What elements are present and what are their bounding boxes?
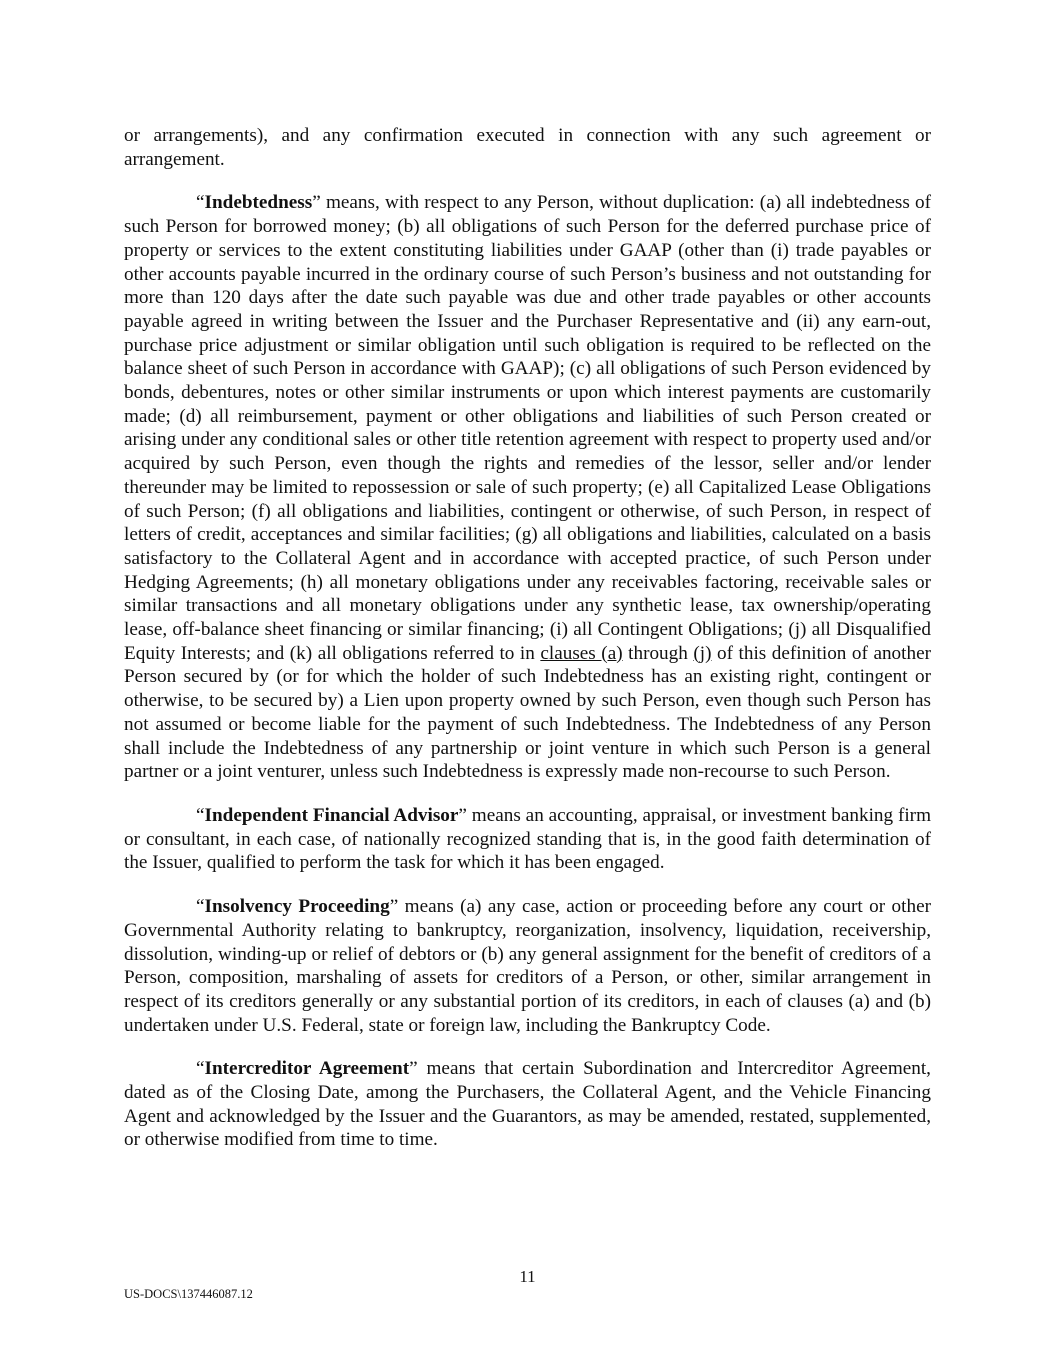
text-run: “ xyxy=(196,1058,205,1080)
text-run: ” means (a) any case, action or proceeding before any court or other Governmental Authority relating to bankruptcy, reorganization, insolvency, liquidation, receivership, dissolution, winding-up or relief of debtors or (b) any general assignment for the benefit of creditors of a Person, composition, marshaling of assets for creditors of a Person, or other, similar arrangement in respect of its creditors generally or any substantial portion of its creditors, in each of clauses (a) and (b) undertaken under U.S. Federal, state or foreign law, including the Bankruptcy Code. xyxy=(124,896,931,1036)
defined-term: Indebtedness xyxy=(204,192,313,214)
text-run: through xyxy=(622,642,694,664)
text-run: ” means that certain Subordination and Intercreditor Agreement, dated as of the Closing Date, among the Purchasers, the Collateral Agent, and the Vehicle Financing Agent and acknowledged by the Issuer and the Guarantors, as may be amended, restated, supplemented, or otherwise modified from time to time. xyxy=(124,1058,931,1151)
text-run: “ xyxy=(196,192,205,214)
text-run: of this definition of another Person secured by (or for which the holder of such Indebtedness has an existing right, contingent or otherwise, to be secured by) a Lien upon property owned by such Person, even though such Person has not assumed or become liable for the payment of such Indebtedness. The Indebtedness of any Person shall include the Indebtedness of any partnership or joint venture in which such Person is a general partner or a joint venturer, unless such Indebtedness is expressly made non-recourse to such Person. xyxy=(124,642,931,783)
clause-reference: (j) xyxy=(693,642,712,664)
defined-term: Independent Financial Advisor xyxy=(204,804,459,826)
text-run: ” means, with respect to any Person, without duplication: (a) all indebtedness of such Person for borrowed money; (b) all obligations of such Person for the deferred purchase price of property or services to the extent constituting liabilities under GAAP (other than (i) trade payables or other accounts payable incurred in the ordinary course of such Person’s business and not outstanding for more than 120 days after the date such payable was due and other trade payables or other accounts payable agreed in writing between the Issuer and the Purchaser Representative and (ii) any earn-out, purchase price adjustment or similar obligation until such obligation is required to be reflected on the balance sheet of such Person in accordance with GAAP); (c) all obligations of such Person evidenced by bonds, debentures, notes or other similar instruments or upon which interest payments are customarily made; (d) all reimbursement, payment or other obligations and liabilities of such Person created or arising under any conditional sales or other title retention agreement with respect to property used and/or acquired by such Person, even though the rights and remedies of the lessor, seller and/or lender thereunder may be limited to repossession or sale of such property; (e) all Capitalized Lease Obligations of such Person; (f) all obligations and liabilities, contingent or otherwise, of such Person, in respect of letters of credit, acceptances and similar facilities; (g) all obligations and liabilities, calculated on a basis satisfactory to the Collateral Agent and in accordance with accepted practice, of such Person under Hedging Agreements; (h) all monetary obligations under any receivables factoring, receivable sales or similar transactions and all monetary obligations under any synthetic lease, tax ownership/operating lease, off-balance sheet financing or similar financing; (i) all Contingent Obligations; (j) all Disqualified Equity Interests; and (k) all obligations referred to in xyxy=(124,192,931,664)
text-run: “ xyxy=(196,896,205,918)
document-body xyxy=(124,124,931,1172)
clause-reference: clauses (a) xyxy=(540,642,623,664)
paragraph-indebtedness xyxy=(124,191,931,784)
paragraph-insolvency xyxy=(124,895,931,1037)
text-run: ” means an accounting, appraisal, or investment banking firm or consultant, in each case, of nationally recognized standing that is, in the good faith determination of the Issuer, qualified to perform the task for which it has been engaged. xyxy=(124,804,931,874)
paragraph-ifa xyxy=(124,804,931,875)
text-run: “ xyxy=(196,804,205,826)
text-run: or arrangements), and any confirmation executed in connection with any such agreement or arrangement. xyxy=(124,125,931,170)
page-number: 11 xyxy=(519,1267,536,1286)
paragraph-cont xyxy=(124,124,931,171)
defined-term: Intercreditor Agreement xyxy=(204,1058,410,1080)
paragraph-intercreditor xyxy=(124,1057,931,1152)
document-id: US-DOCS\137446087.12 xyxy=(124,1287,253,1301)
defined-term: Insolvency Proceeding xyxy=(204,896,390,918)
